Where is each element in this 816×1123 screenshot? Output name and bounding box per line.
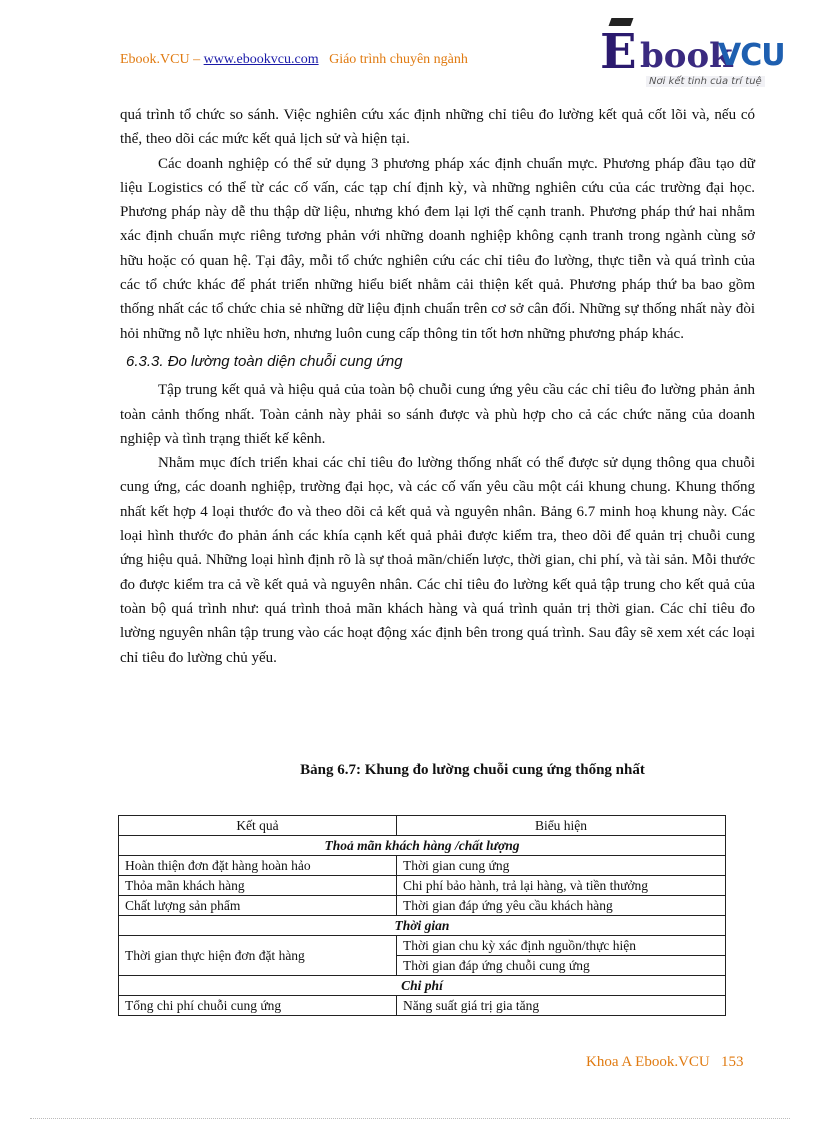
logo-slogan: Nơi kết tinh của trí tuệ — [646, 76, 765, 87]
table-section-row — [119, 976, 726, 996]
page-number: 153 — [721, 1054, 744, 1070]
paragraph-3: Tập trung kết quả và hiệu quả của toàn bộ chuỗi cung ứng yêu cầu các chỉ tiêu đo lường phản ảnh toàn cảnh thống nhất. Toàn cảnh này phải so sánh được và phù hợp cho cả các chức năng của doanh nghiệp và tình trạng thiết kế kênh. — [120, 382, 755, 447]
header-site: Ebook.VCU — [120, 52, 190, 67]
paragraph-4: Nhằm mục đích triển khai các chỉ tiêu đo lường thống nhất có thể được sử dụng thông qua chuỗi cung ứng, các doanh nghiệp, trường đại học, và các cố vấn yêu cầu một cái khung chung. Khung thống nhất kết hợp 4 loại thước đo và theo dõi cả kết quả và nguyên nhân. Bảng 6.7 minh hoạ khung này. Các loại hình thước đo phản ánh các khía cạnh kết quả phải được kiểm tra, theo dõi để quản trị chuỗi cung ứng hiệu quả. Những loại hình định rõ là sự thoả mãn/chiến lược, thời gian, chi phí, và tài sản. Mỗi thước đo được kiểm tra cả về kết quả và nguyên nhân. Các chỉ tiêu đo lường kết quả tập trung cho kết quả của toàn bộ quá trình như: quá trình thoả mãn khách hàng và quá trình quản trị thời gian. Các chỉ tiêu đo lường nguyên nhân tập trung vào các hoạt động xác định bên trong quá trình. Sau đây sẽ xem xét các loại chỉ tiêu đo lường chủ yếu. — [120, 455, 755, 666]
footer-text: Khoa A Ebook.VCU — [586, 1054, 710, 1070]
table-caption: Bảng 6.7: Khung đo lường chuỗi cung ứng thống nhất — [300, 762, 645, 778]
header-section: Giáo trình chuyên ngành — [329, 52, 468, 67]
header-dash: – — [193, 52, 201, 67]
table-cell: Thỏa mãn khách hàng — [119, 876, 397, 896]
table-cell: Tổng chi phí chuỗi cung ứng — [119, 996, 397, 1016]
section-satisfaction: Thoả mãn khách hàng /chất lượng — [119, 836, 726, 856]
section-cost: Chi phí — [119, 976, 726, 996]
page-footer — [586, 1054, 744, 1071]
table-cell: Chi phí bảo hành, trả lại hàng, và tiền thưởng — [397, 876, 726, 896]
table-cell: Thời gian chu kỳ xác định nguồn/thực hiện — [397, 936, 726, 956]
table-row — [119, 996, 726, 1016]
table-cell: Thời gian đáp ứng yêu cầu khách hàng — [397, 896, 726, 916]
table-header-row — [119, 816, 726, 836]
table-row — [119, 936, 726, 956]
table-section-row — [119, 836, 726, 856]
column-header-indicator: Biểu hiện — [397, 816, 726, 836]
page-header — [120, 52, 540, 68]
paragraph-1: quá trình tổ chức so sánh. Việc nghiên cứu xác định những chỉ tiêu đo lường kết quả cốt lõi và, nếu có thể, theo dõi các mức kết quả lịch sử và hiện tại. — [120, 107, 755, 148]
header-link[interactable]: www.ebookvcu.com — [203, 52, 319, 67]
logo-vcu: VCU — [718, 38, 785, 73]
column-header-result: Kết quả — [119, 816, 397, 836]
paragraph-2: Các doanh nghiệp có thể sử dụng 3 phương pháp xác định chuẩn mực. Phương pháp đầu tạo dữ liệu Logistics có thể từ các cố vấn, các tạp chí định kỳ, và những nghiên cứu của các trường đại học. Phương pháp này dễ thu thập dữ liệu, nhưng khó đem lại lợi thế cạnh tranh. Phương pháp thứ hai nhằm xác định chuẩn mực riêng tương phản với những doanh nghiệp không cạnh tranh trong ngành cùng sở hữu hoặc có quan hệ. Tại đây, mỗi tổ chức nghiên cứu các chỉ tiêu đo lường, thực tiễn và quá trình của các tổ chức khác để phát triển những hiểu biết nhằm cải thiện kết quả. Phương pháp thứ ba bao gồm thống nhất các tổ chức chia sẻ những dữ liệu định chuẩn trên cơ sở cân đối. Những sự thống nhất này đòi hỏi những nỗ lực nhiều hơn, nhưng luôn cung cấp thông tin tốt hơn những phương pháp khác. — [120, 155, 755, 342]
table-section-row — [119, 916, 726, 936]
table-cell: Thời gian thực hiện đơn đặt hàng — [119, 936, 397, 976]
main-content — [120, 103, 755, 670]
logo-book: book — [640, 36, 733, 76]
section-time: Thời gian — [119, 916, 726, 936]
measurement-table — [118, 815, 726, 1016]
table-cell: Năng suất giá trị gia tăng — [397, 996, 726, 1016]
table-cell: Thời gian đáp ứng chuỗi cung ứng — [397, 956, 726, 976]
table-cell: Chất lượng sản phẩm — [119, 896, 397, 916]
logo-e: E — [600, 24, 637, 80]
footer-divider — [30, 1118, 790, 1119]
table-cell: Hoàn thiện đơn đặt hàng hoàn hảo — [119, 856, 397, 876]
table-row — [119, 856, 726, 876]
table-row — [119, 896, 726, 916]
ebook-vcu-logo — [600, 18, 785, 98]
table-cell: Thời gian cung ứng — [397, 856, 726, 876]
table-row — [119, 876, 726, 896]
section-heading: 6.3.3. Đo lường toàn diện chuỗi cung ứng — [126, 352, 403, 370]
